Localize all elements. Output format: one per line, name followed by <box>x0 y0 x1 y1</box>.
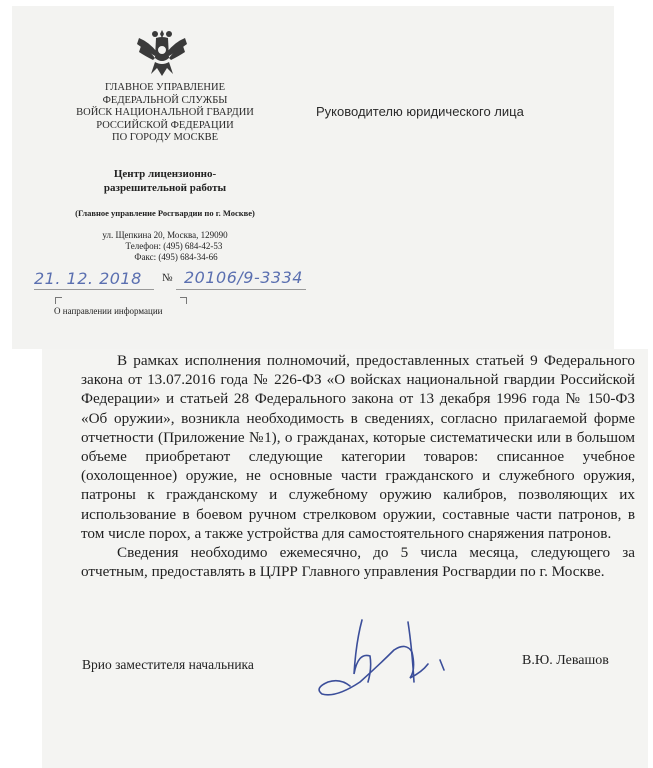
org-line: ПО ГОРОДУ МОСКВЕ <box>111 132 219 144</box>
phone: Телефон: (495) 684-42-53 <box>125 241 223 251</box>
number-underline <box>176 289 306 290</box>
org-line: ВОЙСК НАЦИОНАЛЬНОЙ ГВАРДИИ <box>76 107 254 119</box>
org-line: РОССИЙСКОЙ ФЕДЕРАЦИИ <box>96 119 234 131</box>
contact-block <box>70 230 260 263</box>
organization-name <box>60 82 270 145</box>
letter-body <box>81 351 635 581</box>
handwritten-date: 21. 12. 2018 <box>34 269 142 288</box>
org-line: ГЛАВНОЕ УПРАВЛЕНИЕ <box>104 82 225 93</box>
address: ул. Щепкина 20, Москва, 129090 <box>102 230 228 240</box>
double-headed-eagle-emblem-icon <box>133 24 191 78</box>
number-sign: № <box>162 272 173 284</box>
department-name <box>60 167 270 195</box>
department-subtitle: (Главное управление Росгвардии по г. Москве) <box>75 208 255 218</box>
handwritten-reference-number: 20106/9-3334 <box>184 268 303 287</box>
subject-bracket-left <box>55 297 62 304</box>
handwritten-signature <box>310 612 460 700</box>
org-line: ФЕДЕРАЛЬНОЙ СЛУЖБЫ <box>102 94 228 106</box>
date-underline <box>34 289 154 290</box>
body-paragraph: Сведения необходимо ежемесячно, до 5 числа месяца, следующего за отчетным, предоставлять в ЦЛРР Главного управления Росгвардии по г. Москве. <box>81 544 635 581</box>
recipient: Руководителю юридического лица <box>316 104 524 119</box>
fax: Факс: (495) 684-34-66 <box>134 252 218 262</box>
signer-title: Врио заместителя начальника <box>82 657 254 672</box>
signer-name: В.Ю. Левашов <box>522 653 609 668</box>
subject-line: О направлении информации <box>54 306 163 316</box>
subject-bracket-right <box>180 297 187 304</box>
body-paragraph: В рамках исполнения полномочий, предоставленных статьей 9 Федерального закона от 13.07.2016 года № 226-ФЗ «О войсках национальной гвардии Российской Федерации» и статьей 28 Федерального закона от 13 декабря 1996 года № 150-ФЗ «Об оружии», возникла необходимость в сведениях, согласно прилагаемой форме отчетности (Приложение №1), о гражданах, которые систематически или в большом объеме приобретают следующие категории товаров: списанное учебное (охолощенное) оружие, не основные части гражданского и служебного оружия, патроны к гражданскому и служебному оружию калибров, позволяющих их использование в боевом ручном стрелковом оружии, составные части патронов, в том числе порох, а также устройства для самостоятельного снаряжения патронов. <box>81 352 635 542</box>
department-line: разрешительной работы <box>103 182 227 194</box>
department-line: Центр лицензионно- <box>113 168 217 180</box>
